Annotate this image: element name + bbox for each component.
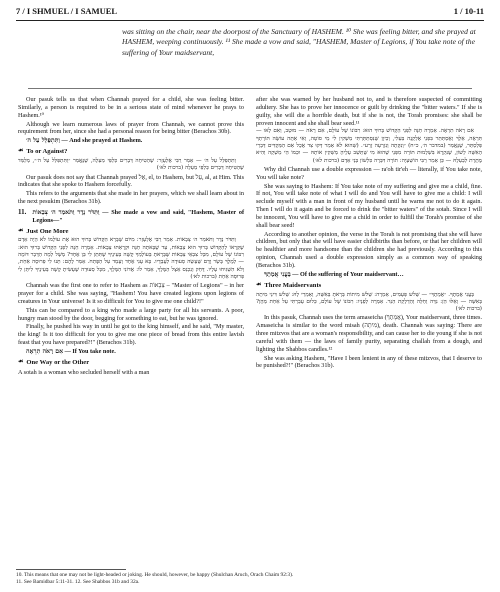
section-heading [256, 282, 482, 290]
footnote-rule [16, 569, 126, 570]
fleuron-icon: ☙ [18, 227, 24, 234]
header-right: 1 / 10-11 [453, 6, 484, 16]
paragraph: According to another opinion, the verse in the Torah is not promising that she will have children, but only that she will have easier childbirths than before, or that her children will be healthier and more handsome than the children she had previously. According to this opinion, Channah used a double expression simply as a common way of speaking (Berachos 31b). [256, 230, 482, 269]
commentary-left-column [18, 96, 244, 377]
paragraph: Finally, he pushed his way in until he got to the king himself, and he said, "My master, the king! Is it too difficult for you to give me one piece of bread from this entire lavish feast that you have prepared?!" (Berachos 31b). [18, 323, 244, 347]
paragraph: This refers to the arguments that she made in her prayers, which we shall learn about in the next pesukim (Berachos 31b). [18, 190, 244, 206]
commentary-right-column [256, 96, 482, 371]
fleuron-icon: ☙ [18, 148, 24, 155]
footnote: 11. See Bamidbar 5:11-31. 12. See Shabbos 31b and 32a. [16, 579, 140, 585]
lemma-hebrew: בָּעֳנִי אֲמָתֶךָ [264, 270, 291, 278]
lemma-hebrew: אִם רָאֹה תִרְאֶה [26, 347, 64, 355]
verse-number: 11. [18, 207, 27, 216]
lemma-translation: — Of the suffering of Your maidservant… [292, 270, 404, 278]
verse-translation: — She made a vow and said, "Hashem, Master of Legions—" [32, 208, 245, 224]
header-left: 7 / I SHMUEL / I SAMUEL [16, 6, 118, 16]
paragraph: This can be compared to a king who made a large party for all his servants. A poor, hungry man stood by the door, begging for something to eat, but he was ignored. [18, 306, 244, 322]
footnotes [16, 572, 484, 586]
section-heading [18, 359, 244, 367]
hebrew-text: וַתִּתְפַּלֵּל עַל ה׳ — אָמַר רַבִּי אֶלְעָזָר: שֶׁהֵטִיחָה דְּבָרִים כְּלַפֵּי מַעְלָה, שֶׁנֶּאֱמַר ״וַתִּתְפַּלֵּל עַל ה׳״, מְלַמֵּד שֶׁהֵטִיחָה דְּבָרִים כְּלַפֵּי מַעְלָה (ברכות לא׳) [18, 157, 244, 172]
section-divider [28, 88, 472, 89]
paragraph: She was asking Hashem, "Have I been lenient in any of these mitzvos, that I deserve to be punished?!" (Berachos 31b). [256, 354, 482, 370]
section-title: To or Against? [26, 148, 68, 156]
lemma-translation: — If You take note. [64, 347, 116, 355]
header-rule [16, 20, 484, 21]
paragraph: Why did Channah use a double expression — ra'oh tir'eh — literally, if You take note, You will take note? [256, 165, 482, 181]
paragraph: She was saying to Hashem: If You take note of my suffering and give me a child, fine. If not, You will take note of what I will do and You will have to give me a child: I will seclude myself with a man in front of my husband until he warns me not to do it again. Then I will do it again and be forced to drink the "bitter waters" of the sotah. Since I will be innocent, You will have to give me a child in order to fulfill the Torah's promise of she shall bear seed! [256, 182, 482, 229]
hebrew-text: וַתִּדֹּר נֶדֶר וַתֹּאמַר ה׳ צְבָאוֹת. אָמַר רַבִּי אֶלְעָזָר: מִיּוֹם שֶׁבָּרָא הַקָּדוֹשׁ בָּרוּךְ הוּא אֶת עוֹלָמוֹ לֹא הָיָה אָדָם שֶׁקְּרָאוֹ לְהַקָּדוֹשׁ בָּרוּךְ הוּא צְבָאוֹת, עַד שֶׁבָּאתָה חַנָּה וּקְרָאַתּוּ צְבָאוֹת. אָמְרָה חַנָּה לִפְנֵי הַקָּדוֹשׁ בָּרוּךְ הוּא: רִבּוֹנוֹ שֶׁל עוֹלָם, מִכָּל צִבְאֵי צְבָאוֹת שֶׁבָּרָאתָ בְּעוֹלָמְךָ קָשֶׁה בְּעֵינֶיךָ שֶׁתִּתֵּן לִי בֵּן אֶחָד? מָשָׁל לְמָה הַדָּבָר דּוֹמֶה — לְמֶלֶךְ בָּשָׂר וָדָם שֶׁעָשָׂה סְעוּדָה לַעֲבָדָיו. בָּא עָנִי אֶחָד וְעָמַד עַל הַפֶּתַח. אָמַר לָהֶם: תְּנוּ לִי פְּרוּסָה אַחַת, וְלֹא הִשְׁגִּיחוּ עָלָיו. דָּחַק וְנִכְנַס אֵצֶל הַמֶּלֶךְ, אָמַר לוֹ: אֲדוֹנִי הַמֶּלֶךְ, מִכָּל סְעוּדָה שֶׁעָשִׂיתָ קָשֶׁה בְּעֵינֶיךָ לִיתֵּן לִי פְּרוּסָה אַחַת (ברכות לא׳) [18, 237, 244, 280]
lemma-heading [256, 271, 482, 279]
paragraph: Channah was the first one to refer to Hashem as צְבָאוֹת – "Master of Legions" – in her prayer for a child. She was saying, "Hashem! You have created legions upon legions of creatures in Your universe! Is it so difficult for You to give me one child?!" [18, 282, 244, 305]
paragraph: after she was warned by her husband not to, and is therefore suspected of committing adultery. She has to prove her innocence or guilt by drinking the "bitter waters." If she is guilty, she will die a horrible death, but if she is not, the Torah promises: she shall be proven innocent and she shall bear seed.¹¹ [256, 96, 482, 127]
paragraph: A sotah is a woman who secluded herself with a man [18, 368, 150, 376]
hebrew-text: אִם רָאֹה תִרְאֶה. אָמְרָה חַנָּה לִפְנֵי הַקָּדוֹשׁ בָּרוּךְ הוּא: רִבּוֹנוֹ שֶׁל עוֹלָם, אִם רָאֹה — מוּטָב, וְאִם לָאו — תִּרְאֶה, אֵלֵךְ וְאֶסְתַּתֵּר בִּפְנֵי אֶלְקָנָה בַּעְלִי, וְכֵיוָן שֶׁנִּסְתַּתַּרְתִּי מַשְׁקִין לִי מֵי סוֹטָה, וְאִי אַתָּה עוֹשֶׂה תּוֹרָתְךָ פְּלַסְתֵּר, שֶׁנֶּאֱמַר (במדבר ה׳, כ״ח) ״וְנִקְּתָה וְנִזְרְעָה זָרַע״. (שְׁהוּא לֹא אָמַר דְּקוּ צַד אֲכָל אַם הַמַּקְדִּים דְּבְרֵי הָאִשָּׁה לָשׁוֹן, שֶׁנִּקְרָא בִּשְׁלָמוּת תּוֹרָה מִפְּנֵי שֶׁהוּא מִי שֶׁתֵּשֵׁב עָלֶיהָ מַשְׁקִין אוֹתָהּ — וּכְמוֹ הֵי מַשְׁקָה וְהִיא מֻתֶּרֶת לְבַעְלָהּ — כֵּן אָמַר רַבִּי הוֹשַׁעְיָה: תוֹרָה דִּבְּרָה כִּלְשׁוֹן בְּנֵי אָדָם (ברכות לא׳) [256, 128, 482, 164]
hebrew-text: בָּעֳנִי אֲמָתֶךָ. ״אֲמָתֶךָ״ — שָׁלֹשׁ פְּעָמִים, אָמְרָה: שָׁלֹשׁ מִיתוֹת בְּרָאתָ בָּאִשָּׁה, וְאָמְרֵי לָהּ: שָׁלֹשׁ דִּינֵי מִיתָה בָּאִשָּׁה — וְאֵלּוּ הֵן: נִדָּה וְחַלָּה וְהַדְלָקַת הַנֵּר. אָמְרָה לְפָנָיו: רִבּוֹנוֹ שֶׁל עוֹלָם, כְּלוּם עָבַרְתִּי עַל אַחַת מֵהֶן? (ברכות לא׳) [256, 291, 482, 313]
translation-text: was sitting on the chair, near the doorpost of the Sanctuary of HASHEM. ¹⁰ She was feeling bitter, and she prayed at HASHEM, weeping continuously. ¹¹ She made a vow and said, "HASHEM, Master of Legions, if You take note of the suffering of Your maidservant, [122, 27, 476, 57]
running-header [16, 6, 484, 18]
section-title: Just One More [26, 227, 69, 235]
lemma-translation: — And she prayed at Hashem. [61, 137, 143, 145]
section-title: One Way or the Other [26, 358, 90, 366]
paragraph: In this pasuk, Channah uses the term amaseicha (אֲמָתֶךָ), Your maidservant, three times. Amaseicha is similar to the word misah (מִיתָה), death. Channah was saying: There are three mitzvos that are a woman's responsibility, and can cause her to die young if she is not careful with them — the laws of family purity, separating challah from a dough, and lighting the Shabbos candles.¹² [256, 314, 483, 353]
section-heading [18, 148, 244, 156]
paragraph: Our pasuk does not say that Channah prayed אֶל, el, to Hashem, but עַל, al, at Him. This indicates that she spoke to Hashem forcefully. [18, 173, 244, 189]
lemma-hebrew: וַתִּתְפַּלֵּל עַל ה׳ [26, 137, 60, 145]
paragraph: Although we learn numerous laws of prayer from Channah, we cannot prove this requirement from her, since she had a personal reason for being bitter (Berachos 30b). [18, 120, 244, 136]
verse-lemma [32, 209, 244, 225]
paragraph: Our pasuk tells us that when Channah prayed for a child, she was feeling bitter. Similarly, a person is required to be in a serious state of mind whenever he prays to Hashem.¹⁰ [18, 96, 244, 119]
verse-hebrew: וַתִּדֹּר נֶדֶר וַתֹּאמַר ה׳ צְבָאוֹת [32, 208, 100, 216]
lemma-heading [18, 137, 244, 145]
fleuron-icon: ☙ [18, 358, 24, 365]
lemma-heading [18, 348, 244, 356]
verse-heading [18, 209, 244, 225]
section-heading [18, 228, 244, 236]
footnote: 10. This means that one may not be light-headed or joking. He should, however, be happy (Shulchan Aruch, Orach Chaim 92:3). [16, 572, 294, 578]
fleuron-icon: ☙ [256, 281, 262, 288]
section-title: Three Maidservants [264, 281, 322, 289]
